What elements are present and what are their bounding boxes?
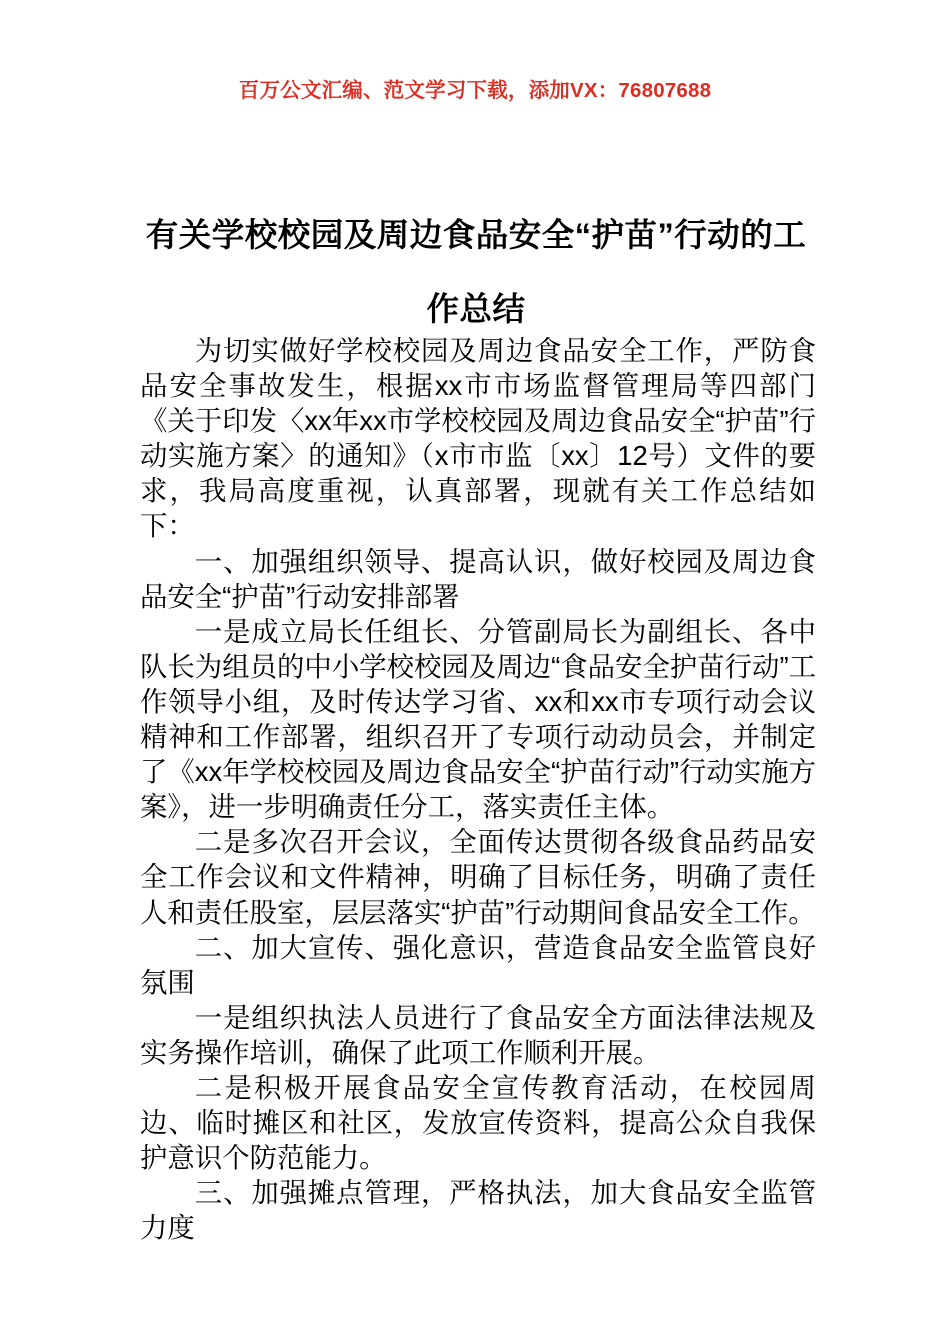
body-paragraph: 二、加大宣传、强化意识，营造食品安全监管良好氛围 — [140, 931, 816, 998]
body-paragraph: 二是多次召开会议，全面传达贯彻各级食品药品安全工作会议和文件精神，明确了目标任务，明确了责任人和责任股室，层层落实“护苗”行动期间食品安全工作。 — [140, 826, 816, 928]
body-paragraph: 一、加强组织领导、提高认识，做好校园及周边食品安全“护苗”行动安排部署 — [140, 545, 816, 612]
promo-banner: 百万公文汇编、范文学习下载，添加VX：76807688 — [238, 79, 712, 102]
body-paragraph: 三、加强摊点管理，严格执法，加大食品安全监管力度 — [140, 1177, 816, 1244]
body-paragraph: 为切实做好学校校园及周边食品安全工作，严防食品安全事故发生，根据xx市市场监督管理局等四部门《关于印发〈xx年xx市学校校园及周边食品安全“护苗”行动实施方案〉的通知》（x市市监〔xx〕12号）文件的要求，我局高度重视，认真部署，现就有关工作总结如下： — [140, 335, 816, 542]
body-paragraph: 一是组织执法人员进行了食品安全方面法律法规及实务操作培训，确保了此项工作顺利开展。 — [140, 1001, 816, 1068]
page-title: 有关学校校园及周边食品安全“护苗”行动的工作总结 — [145, 216, 807, 327]
document-body — [140, 333, 816, 1245]
body-paragraph: 二是积极开展食品安全宣传教育活动，在校园周边、临时摊区和社区，发放宣传资料，提高公众自我保护意识个防范能力。 — [140, 1071, 816, 1174]
body-paragraph: 一是成立局长任组长、分管副局长为副组长、各中队长为组员的中小学校校园及周边“食品安全护苗行动”工作领导小组，及时传达学习省、xx和xx市专项行动会议精神和工作部署，组织召开了专项行动动员会，并制定了《xx年学校校园及周边食品安全“护苗行动”行动实施方案》，进一步明确责任分工，落实责任主体。 — [140, 615, 816, 823]
